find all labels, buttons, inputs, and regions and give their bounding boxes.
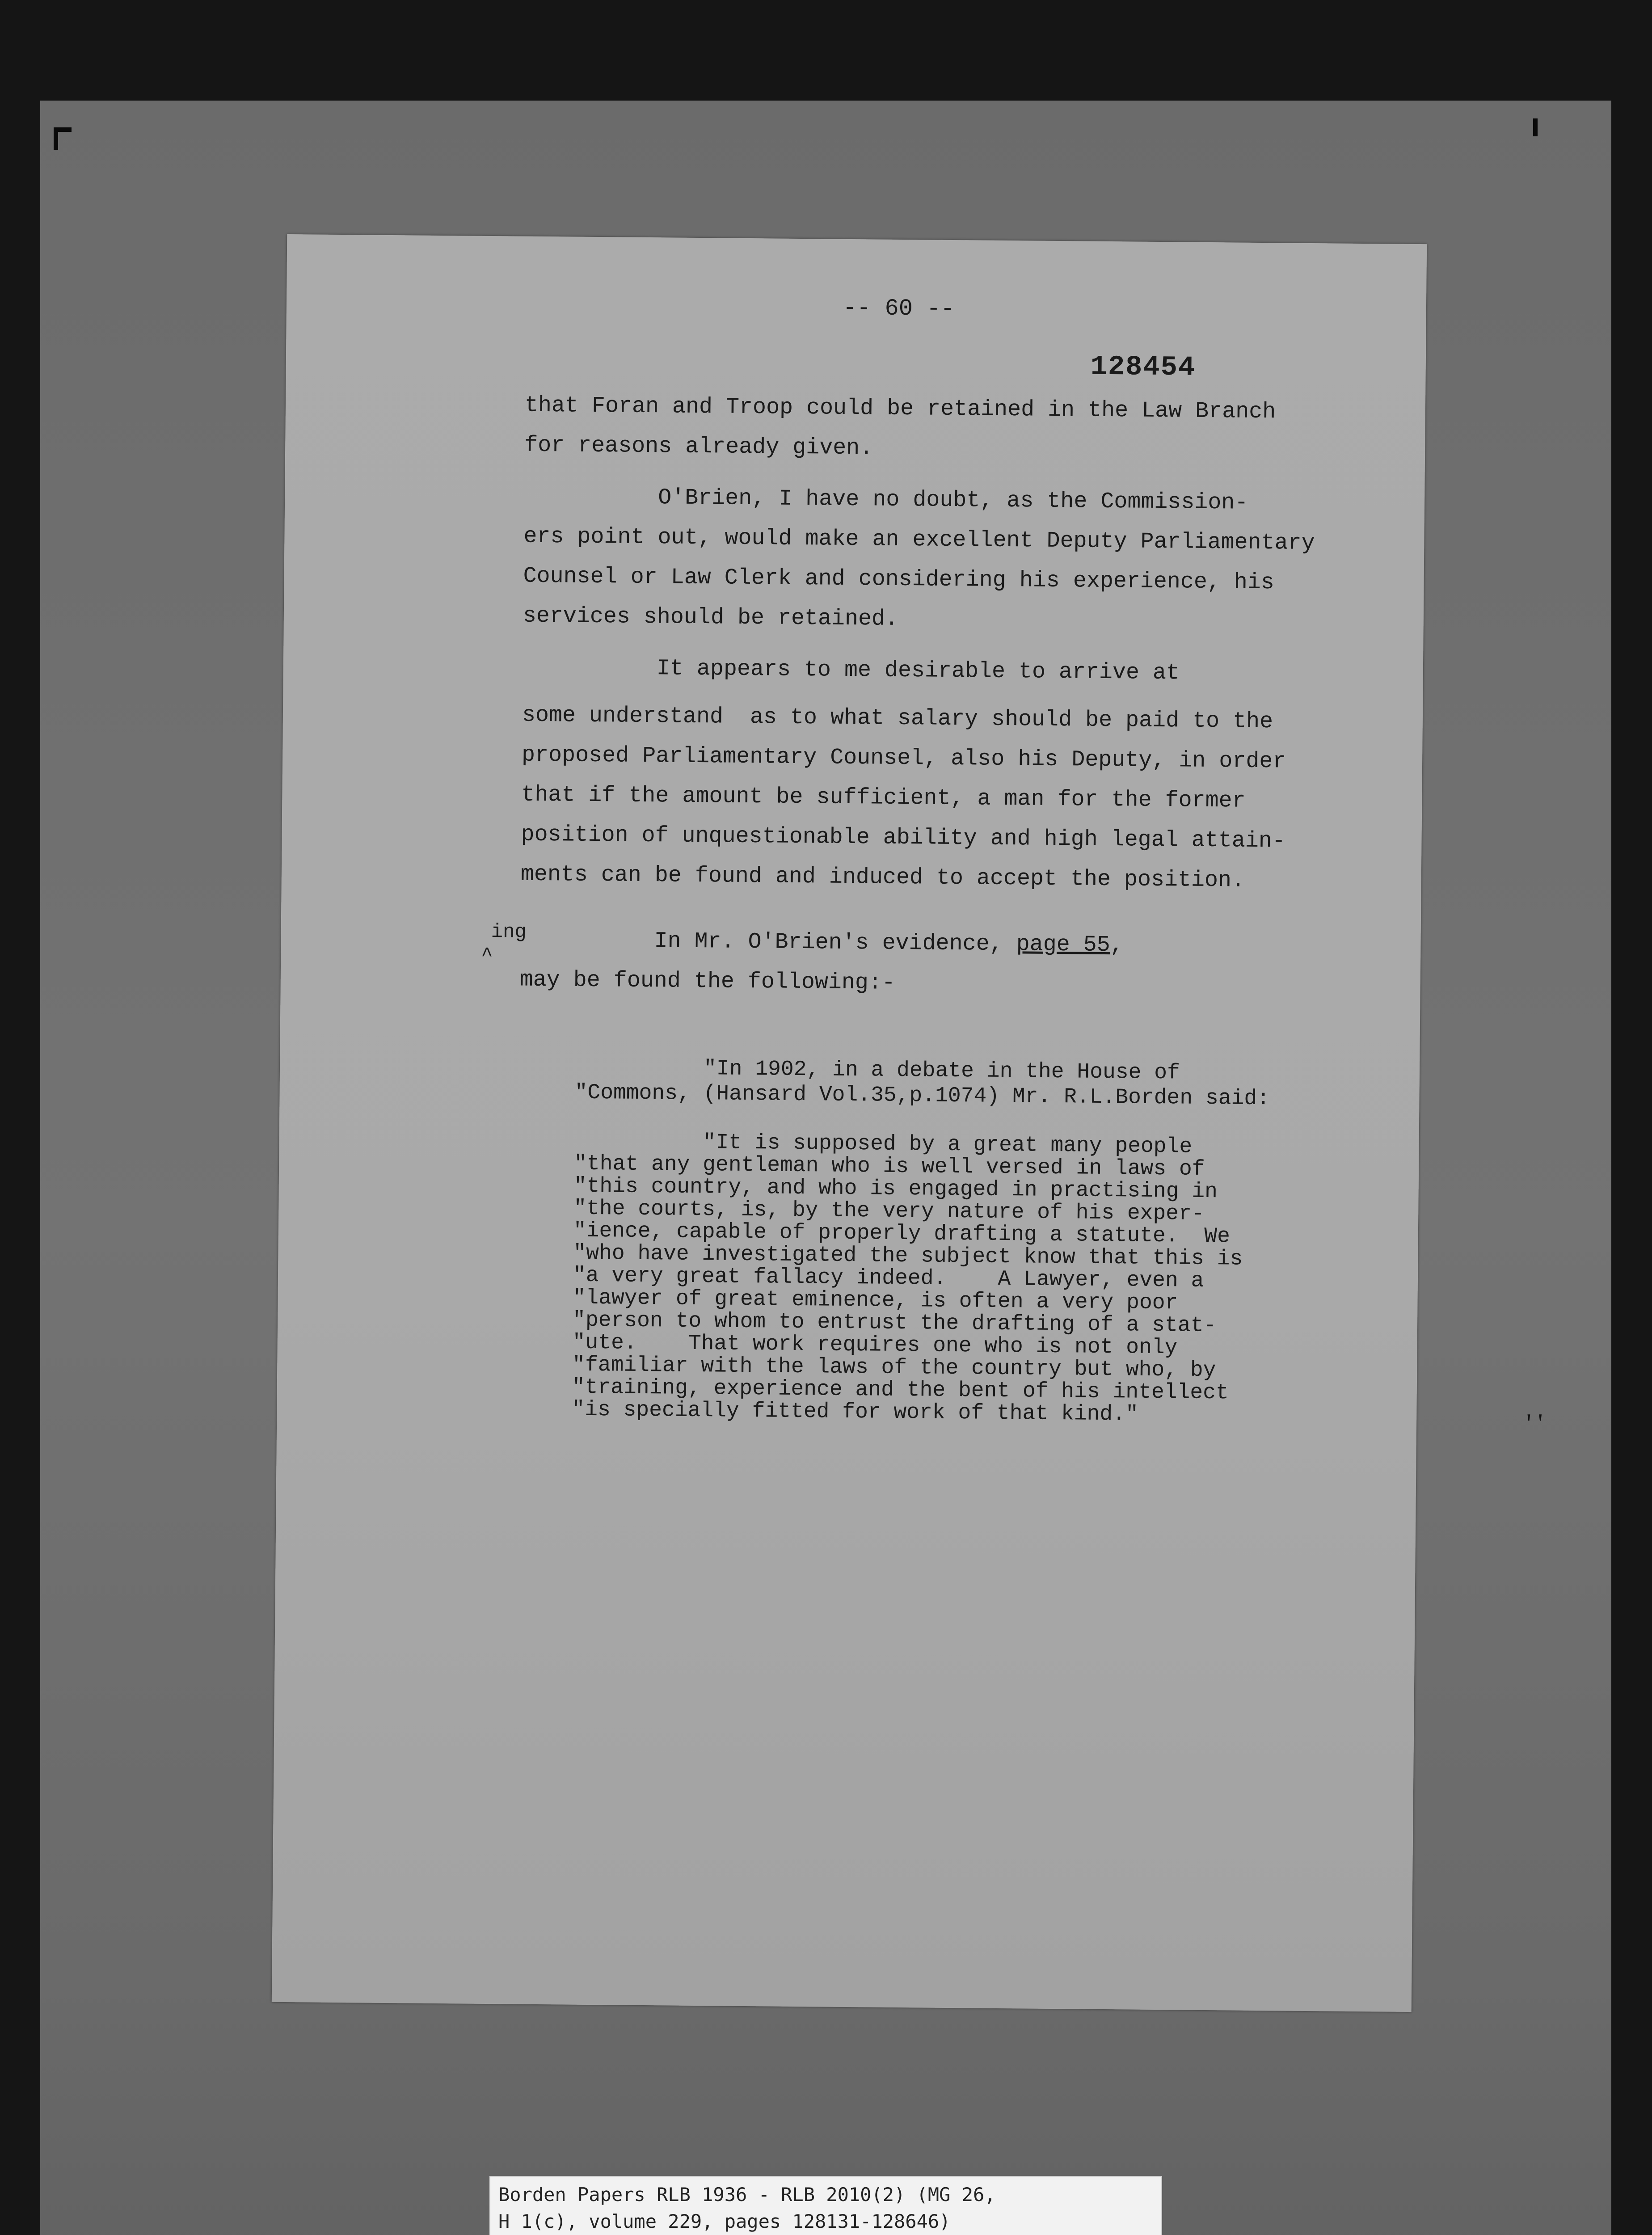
quote-line: "a very great fallacy indeed. A Lawyer, even a xyxy=(573,1263,1204,1293)
quote-line: "lawyer of great eminence, is often a very poor xyxy=(573,1286,1178,1316)
body-line: ments can be found and induced to accept the position. xyxy=(520,861,1245,894)
body-line: O'Brien, I have no doubt, as the Commission- xyxy=(523,484,1248,516)
body-line: that if the amount be sufficient, a man for the former xyxy=(521,782,1246,814)
quote-line: "familiar with the laws of the country but who, by xyxy=(572,1353,1216,1383)
quote-intro-line: "In 1902, in a debate in the House of xyxy=(574,1055,1180,1085)
quote-line: "It is supposed by a great many people xyxy=(574,1129,1193,1159)
body-line: some understand as to what salary should be paid to the xyxy=(522,702,1273,735)
quote-line: "training, experience and the bent of his intellect xyxy=(572,1375,1229,1405)
caption-line-2: H 1(c), volume 229, pages 128131-128646) xyxy=(498,2210,951,2232)
handwritten-insertion: ing xyxy=(491,920,527,944)
quote-line: "is specially fitted for work of that kind." xyxy=(572,1397,1138,1427)
body-line: position of unquestionable ability and high legal attain- xyxy=(521,822,1286,854)
evidence-prefix: In Mr. O'Brien's evidence, xyxy=(520,927,1016,957)
body-line: for reasons already given. xyxy=(524,432,873,461)
page-number: -- 60 -- xyxy=(843,295,955,322)
quote-line: "this country, and who is engaged in practising in xyxy=(573,1174,1218,1204)
body-line: ers point out, would make an excellent Deputy Parliamentary xyxy=(523,523,1315,557)
quote-line: "the courts, is, by the very nature of his exper- xyxy=(573,1196,1205,1226)
quote-line: "ience, capable of properly drafting a statute. We xyxy=(573,1219,1231,1249)
corner-mark-top-right xyxy=(1533,118,1538,136)
body-line: It appears to me desirable to arrive at xyxy=(522,654,1180,686)
evidence-line xyxy=(520,928,1311,960)
stamp-number: 128454 xyxy=(1090,350,1196,384)
quote-intro xyxy=(574,1057,1270,1110)
quote-body xyxy=(572,1131,1243,1426)
archive-caption xyxy=(489,2176,1162,2235)
evidence-page-reference: page 55 xyxy=(1016,932,1110,958)
evidence-suffix: , xyxy=(1110,932,1124,958)
body-line: Counsel or Law Clerk and considering his experience, his xyxy=(523,563,1275,596)
body-line: proposed Parliamentary Counsel, also his Deputy, in order xyxy=(521,742,1286,775)
margin-tick-right: ' ' xyxy=(1526,1408,1543,1438)
corner-mark-top-left-h xyxy=(54,127,72,132)
insertion-caret: ^ xyxy=(481,944,493,967)
quote-intro-line: "Commons, (Hansard Vol.35,p.1074) Mr. R.L.Borden said: xyxy=(574,1080,1270,1111)
evidence-line-2: may be found the following:- xyxy=(519,967,896,996)
quote-line: "that any gentleman who is well versed in laws of xyxy=(573,1151,1205,1181)
body-line: services should be retained. xyxy=(523,603,899,632)
quote-line: "ute. That work requires one who is not only xyxy=(572,1330,1178,1360)
document-page xyxy=(272,234,1427,2012)
quote-line: "who have investigated the subject know that this is xyxy=(573,1241,1243,1271)
body-line: that Foran and Troop could be retained in the Law Branch xyxy=(524,392,1276,425)
body-text xyxy=(520,393,1316,999)
quote-line: "person to whom to entrust the drafting of a stat- xyxy=(572,1308,1217,1338)
caption-line-1: Borden Papers RLB 1936 - RLB 2010(2) (MG 26, xyxy=(498,2184,996,2205)
